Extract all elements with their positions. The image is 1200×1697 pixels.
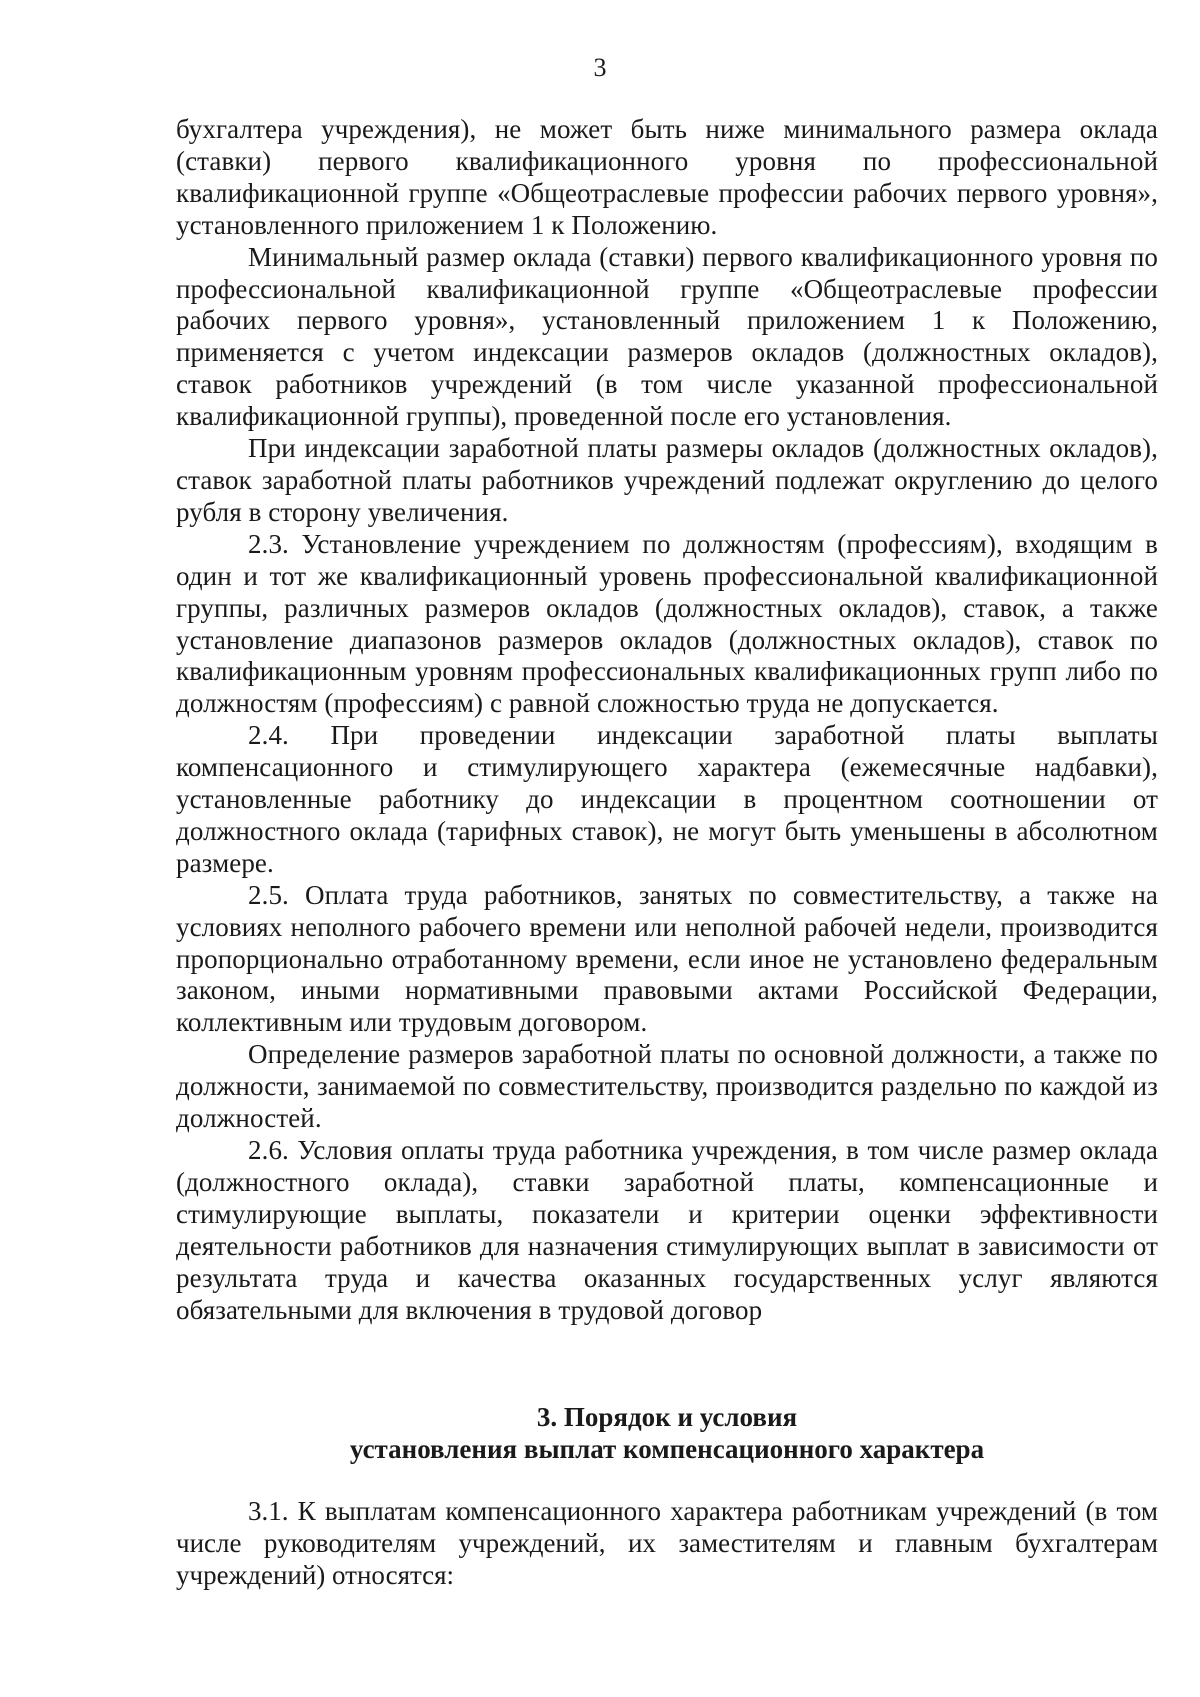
paragraph: При индексации заработной платы размеры окладов (должностных окладов), ставок заработной платы работников учреждений подлежат округлению до целого рубля в сторону увеличения. [176,433,1158,527]
paragraph: Определение размеров заработной платы по основной должности, а также по должности, занимаемой по совместительству, производится раздельно по каждой из должностей. [176,1039,1158,1134]
paragraph: Минимальный размер оклада (ставки) первого квалификационного уровня по профессиональной квалификационной группе «Общеотраслевые профессии рабочих первого уровня», установленный приложением 1 к Положению, применяется с учетом индексации размеров окладов (должностных окладов), ставок работников учреждений (в том числе указанной профессиональной квалификационной группы), проведенной после его установления. [176,241,1158,432]
section-heading-line-1: 3. Порядок и условия [536,1402,798,1432]
paragraph-2-5: 2.5. Оплата труда работников, занятых по совместительству, а также на условиях неполного рабочего времени или неполной рабочей недели, производится пропорционально отработанному времени, если иное не установлено федеральным законом, иными нормативными правовыми актами Российской Федерации, коллективным или трудовым договором. [176,879,1158,1038]
section-heading-line-2: установления выплат компенсационного характера [349,1434,985,1464]
paragraph-2-4: 2.4. При проведении индексации заработной платы выплаты компенсационного и стимулирующего характера (ежемесячные надбавки), установленные работнику до индексации в процентном соотношении от должностного оклада (тарифных ставок), не могут быть уменьшены в абсолютном размере. [176,720,1158,878]
section-3-body [176,1495,1158,1591]
paragraph: бухгалтера учреждения), не может быть ниже минимального размера оклада (ставки) первого квалификационного уровня по профессиональной квалификационной группе «Общеотраслевые профессии рабочих первого уровня», установленного приложением 1 к Положению. [176,114,1158,240]
page-number: 3 [593,53,607,82]
document-body [176,114,1158,1326]
paragraph-2-3: 2.3. Установление учреждением по должностям (профессиям), входящим в один и тот же квалификационный уровень профессиональной квалификационной группы, различных размеров окладов (должностных окладов), ставок, а также установление диапазонов размеров окладов (должностных окладов), ставок по квалификационным уровням профессиональных квалификационных групп либо по должностям (профессиям) с равной сложностью труда не допускается. [176,528,1158,719]
paragraph-3-1: 3.1. К выплатам компенсационного характера работникам учреждений (в том числе руководителям учреждений, их заместителям и главным бухгалтерам учреждений) относятся: [176,1496,1158,1590]
paragraph-2-6: 2.6. Условия оплаты труда работника учреждения, в том числе размер оклада (должностного оклада), ставки заработной платы, компенсационные и стимулирующие выплаты, показатели и критерии оценки эффективности деятельности работников для назначения стимулирующих выплат в зависимости от результата труда и качества оказанных государственных услуг являются обязательными для включения в трудовой договор [176,1135,1158,1325]
section-heading [176,1401,1158,1465]
